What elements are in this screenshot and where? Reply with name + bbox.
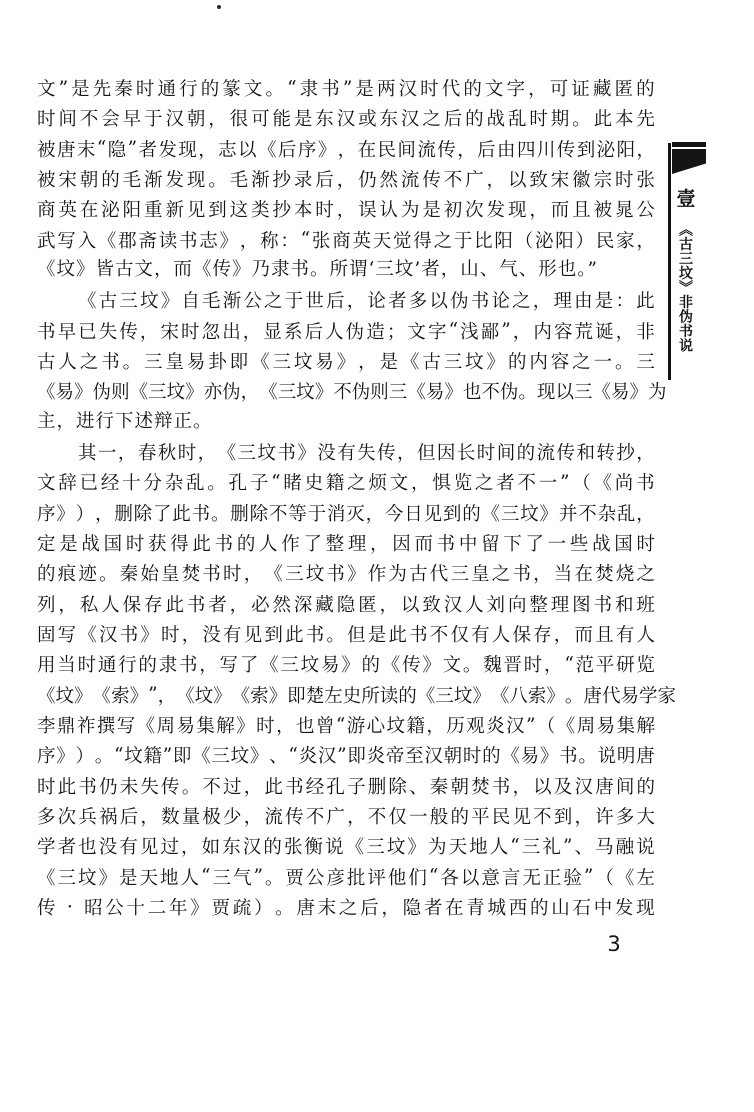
text-line: 武 写 入 《 郡 斋 读 书 志 》 ， 称 ： “ 张 商 英 天 觉 得 之 于 比 阳 （ 泌 阳 ） 民 家 ，	[37, 229, 655, 252]
page-number: 3	[607, 932, 621, 956]
text-line: 的 痕 迹 。 秦 始 皇 焚 书 时 ， 《 三 坟 书 》 作 为 古 代 三 皇 之 书 ， 当 在 焚 烧 之	[37, 564, 655, 586]
text-line: 多 次 兵 祸 后 ， 数 量 极 少 ， 流 传 不 广 ， 不 仅 一 般 的 平 民 见 不 到 ， 许 多 大	[37, 807, 655, 829]
text-line: 《 坟 》 《 索 》 ” ， 《 坟 》 《 索 》 即 楚 左 史 所 读 的 《 三 坟 》 《 八 索 》 。 唐 代 易 学 家	[37, 684, 676, 707]
text-line: 时 间 不 会 早 于 汉 朝 ， 很 可 能 是 东 汉 或 东 汉 之 后 的 战 乱 时 期 。 此 本 先	[37, 109, 655, 131]
scan-speck-artifact	[217, 5, 221, 9]
text-line: 李 鼎 祚 撰 写 《 周 易 集 解 》 时 ， 也 曾 “ 游 心 坟 籍 ， 历 观 炎 汉 ” （ 《 周 易 集 解	[37, 714, 655, 738]
text-line: 列 ， 私 人 保 存 此 书 者 ， 必 然 深 藏 隐 匿 ， 以 致 汉 人 刘 向 整 理 图 书 和 班	[37, 594, 655, 616]
text-line: 传 · 昭 公 十 二 年 》 贾 疏 ） 。 唐 末 之 后 ， 隐 者 在 青 城 西 的 山 石 中 发 现	[37, 896, 655, 920]
text-line: 其 一 ， 春 秋 时 ， 《 三 坟 书 》 没 有 失 传 ， 但 因 长 时 间 的 流 传 和 转 抄 ，	[78, 443, 655, 465]
text-line: 商 英 在 泌 阳 重 新 见 到 这 类 抄 本 时 ， 误 认 为 是 初 次 发 现 ， 而 且 被 晁 公	[37, 200, 655, 222]
text-line: 固 写 《 汉 书 》 时 ， 没 有 见 到 此 书 。 但 是 此 书 不 仅 有 人 保 存 ， 而 且 有 人	[37, 625, 655, 647]
text-line: 定 是 战 国 时 获 得 此 书 的 人 作 了 整 理 ， 因 而 书 中 留 下 了 一 些 战 国 时	[37, 534, 655, 556]
text-line: 序 》 ） ， 删 除 了 此 书 。 删 除 不 等 于 消 灭 ， 今 日 见 到 的 《 三 坟 》 并 不 杂 乱 ，	[37, 503, 655, 525]
text-line: 用 当 时 通 行 的 隶 书 ， 写 了 《 三 坟 易 》 的 《 传 》 文 。 魏 晋 时 ， “ 范 平 研 览	[37, 653, 655, 677]
text-line: 《 三 坟 》 是 天 地 人 “ 三 气 ” 。 贾 公 彦 批 评 他 们 “ 各 以 意 言 无 正 验 ” （ 《 左	[37, 866, 655, 889]
tab-flag-icon-body	[672, 149, 706, 174]
text-line: 《 易 》 伪 则 《 三 坟 》 亦 伪 ， 《 三 坟 》 不 伪 则 三 《 易 》 也 不 伪 。 现 以 三 《 易 》 为	[37, 382, 667, 404]
text-line: 文 ” 是 先 秦 时 通 行 的 篆 文 。 “ 隶 书 ” 是 两 汉 时 代 的 文 字 ， 可 证 藏 匿 的	[37, 77, 655, 101]
text-line: 文 辞 已 经 十 分 杂 乱 。 孔 子 “ 睹 史 籍 之 烦 文 ， 惧 览 之 者 不 一 ” （ 《 尚 书	[37, 471, 655, 495]
text-line: 《坟》皆古文，而《传》乃隶书。所谓‘三坟’者，山、气、形也。”	[37, 258, 598, 280]
text-line: 《 古 三 坟 》 自 毛 渐 公 之 于 世 后 ， 论 者 多 以 伪 书 论 之 ， 理 由 是 ： 此	[78, 291, 655, 313]
text-line: 书 早 已 失 传 ， 宋 时 忽 出 ， 显 系 后 人 伪 造 ； 文 字 “ 浅 鄙 ” ， 内 容 荒 诞 ， 非	[37, 320, 655, 343]
text-line: 学 者 也 没 有 见 过 ， 如 东 汉 的 张 衡 说 《 三 坟 》 为 天 地 人 “ 三 礼 ” 、 马 融 说	[37, 835, 655, 859]
text-line: 被 唐 末 “ 隐 ” 者 发 现 ， 志 以 《 后 序 》 ， 在 民 间 流 传 ， 后 由 四 川 传 到 泌 阳 ，	[37, 138, 655, 161]
text-line: 时 此 书 仍 未 失 传 。 不 过 ， 此 书 经 孔 子 删 除 、 秦 朝 焚 书 ， 以 及 汉 唐 间 的	[37, 776, 655, 798]
tab-flag-icon	[672, 142, 706, 147]
body-text	[37, 73, 676, 922]
text-line: 古 人 之 书 。 三 皇 易 卦 即 《 三 坟 易 》 ， 是 《 古 三 坟 》 的 内 容 之 一 。 三	[37, 352, 655, 374]
section-title: 《古三坟》非伪书说	[677, 222, 693, 353]
text-line: 序 》 ） 。 “ 坟 籍 ” 即 《 三 坟 》 、 “ 炎 汉 ” 即 炎 帝 至 汉 朝 时 的 《 易 》 书 。 说 明 唐	[37, 744, 655, 768]
text-line: 被 宋 朝 的 毛 渐 发 现 。 毛 渐 抄 录 后 ， 仍 然 流 传 不 广 ， 以 致 宋 徽 宗 时 张	[37, 170, 655, 192]
section-number: 壹	[676, 188, 696, 210]
text-line: 主，进行下述辩正。	[37, 410, 213, 432]
margin-rule	[668, 143, 671, 380]
